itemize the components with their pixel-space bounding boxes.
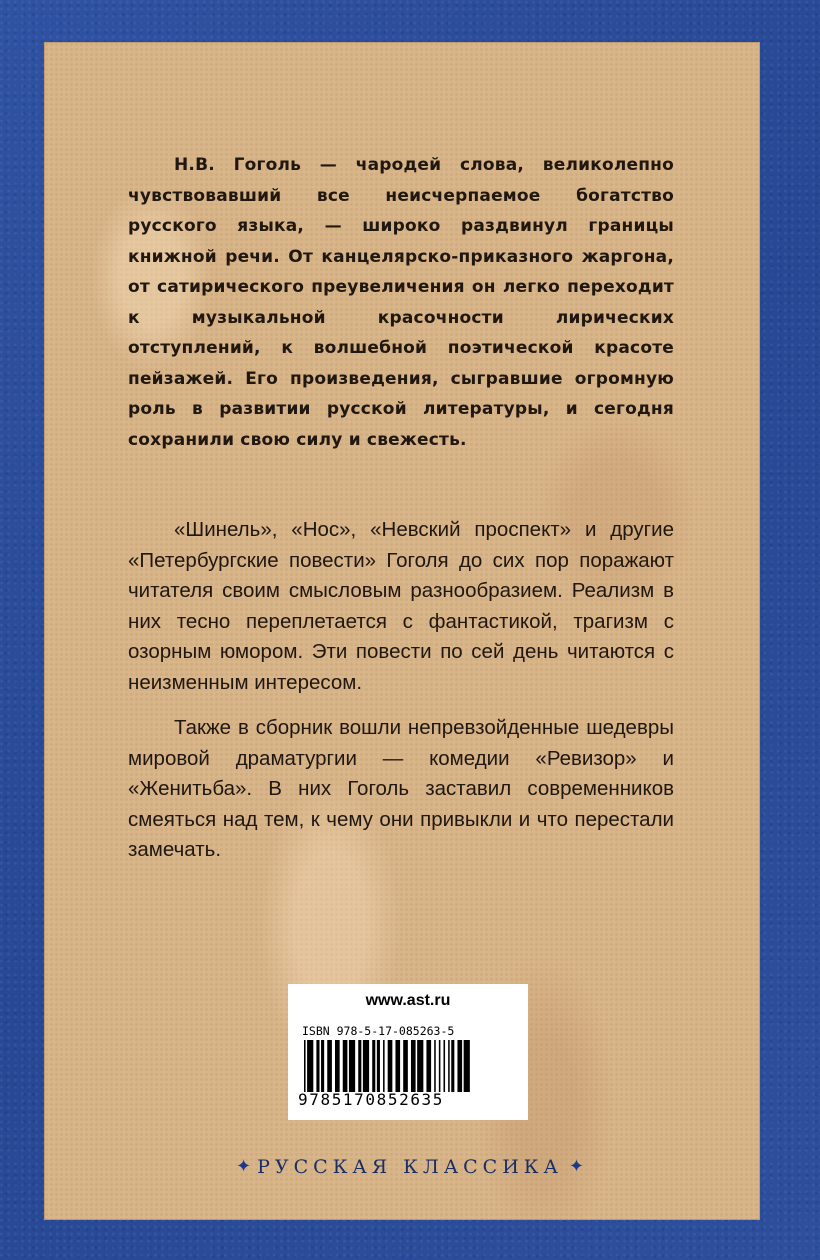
isbn-label: ISBN 978-5-17-085263-5 <box>302 1024 455 1038</box>
barcode-bar <box>411 1040 416 1092</box>
barcode-bar <box>316 1040 319 1092</box>
barcode-bar <box>335 1040 340 1092</box>
paragraph-1-text: «Шинель», «Нос», «Невский проспект» и другие «Петербургские повести» Гоголя до сих пор поражают читателя своим смысловым разнообразием. Реализм в них тесно переплетается с фантастикой, трагизм с озорным юмором. Эти повести по сей день читаются с неизменным интересом. <box>128 518 674 694</box>
barcode-bar <box>363 1040 369 1092</box>
barcode-bar <box>464 1040 470 1092</box>
paragraph-2-text: Также в сборник вошли непревзойденные шедевры мировой драматургии — комедии «Ревизор» и «Женитьба». В них Гоголь заставил современников смеяться над тем, к чему они привыкли и что перестали замечать. <box>128 716 674 861</box>
barcode-bar <box>358 1040 361 1092</box>
description-paragraph-1 <box>128 515 674 698</box>
barcode-bar <box>304 1040 306 1092</box>
barcode-bar <box>403 1040 408 1092</box>
fleuron-icon: ✦ <box>568 1156 584 1177</box>
publisher-website[interactable]: www.ast.ru <box>365 992 451 1009</box>
barcode-bars <box>302 1040 514 1092</box>
description-paragraph-2 <box>128 713 674 866</box>
barcode-bar <box>307 1040 313 1092</box>
barcode-bar <box>372 1040 375 1092</box>
barcode-bar <box>327 1040 332 1092</box>
barcode-bar <box>439 1040 441 1092</box>
barcode-bar <box>417 1040 423 1092</box>
barcode-digits: 9785170852635 <box>298 1090 445 1109</box>
barcode-bar <box>388 1040 393 1092</box>
barcode-bar <box>457 1040 462 1092</box>
barcode-bar <box>434 1040 436 1092</box>
barcode-bar <box>349 1040 355 1092</box>
barcode-bar <box>444 1040 446 1092</box>
barcode-bar <box>451 1040 454 1092</box>
barcode-bar <box>448 1040 450 1092</box>
intro-paragraph <box>128 150 674 455</box>
series-label: РУССКАЯ КЛАССИКА <box>257 1156 563 1178</box>
intro-text: Н.В. Гоголь — чародей слова, великолепно чувствовавший все неисчерпаемое богатство русского языка, — широко раздвинул границы книжной речи. От канцелярско-приказного жаргона, от сатирического преувеличения он легко переходит к музыкальной красочности лирических отступлений, к волшебной поэтической красоте пейзажей. Его произведения, сыгравшие огромную роль в развитии русской литературы, и сегодня сохранили свою силу и свежесть. <box>128 155 674 450</box>
barcode-bar <box>426 1040 431 1092</box>
barcode-bar <box>383 1040 385 1092</box>
barcode-bar <box>343 1040 348 1092</box>
fleuron-icon: ✦ <box>236 1156 252 1177</box>
barcode-bar <box>321 1040 324 1092</box>
barcode-box <box>288 984 528 1120</box>
series-footer <box>0 1156 820 1178</box>
barcode-bar <box>395 1040 400 1092</box>
barcode-bar <box>377 1040 380 1092</box>
